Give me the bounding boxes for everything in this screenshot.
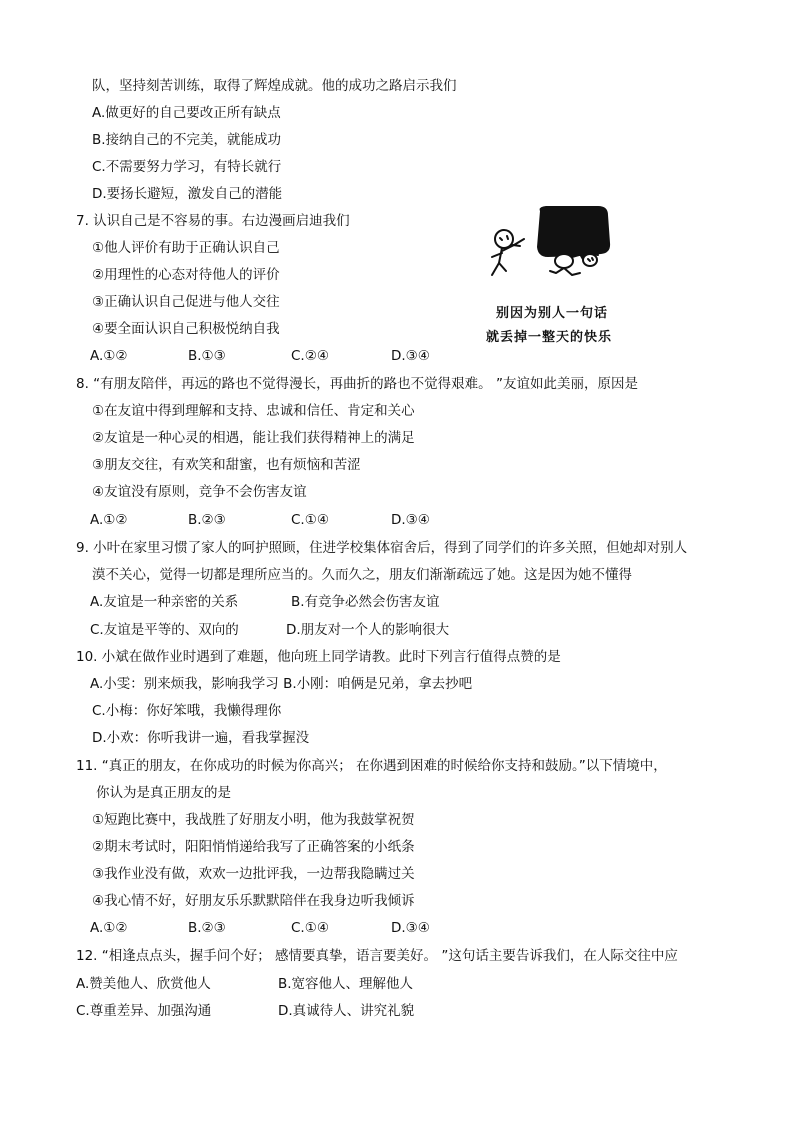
crushed-person xyxy=(550,253,598,275)
q7-statement-3: ③正确认识自己促进与他人交往 xyxy=(92,294,280,310)
q7-option-d: D.③④ xyxy=(391,348,430,364)
q12-option-c: C.尊重差异、加强沟通 xyxy=(76,1003,212,1019)
q11-option-d: D.③④ xyxy=(391,920,430,936)
q9-stem-line-1: 9. 小叶在家里习惯了家人的呵护照顾，住进学校集体宿舍后，得到了同学们的许多关照，但她却对别人 xyxy=(76,540,688,556)
q11-stem-line-2: 你认为是真正朋友的是 xyxy=(96,785,231,801)
q11-stem-line-1: 11. “真正的朋友，在你成功的时候为你高兴； 在你遇到困难的时候给你支持和鼓励。”以下情境中， xyxy=(76,758,667,774)
q8-option-d: D.③④ xyxy=(391,512,430,528)
q10-option-d: D.小欢：你听我讲一遍，看我掌握没 xyxy=(92,730,310,746)
q7-statement-1: ①他人评价有助于正确认识自己 xyxy=(92,240,280,256)
q9-stem-line-2: 漠不关心，觉得一切都是理所应当的。久而久之，朋友们渐渐疏远了她。这是因为她不懂得 xyxy=(92,567,632,583)
q10-option-c: C.小梅：你好笨哦，我懒得理你 xyxy=(92,703,282,719)
q11-statement-1: ①短跑比赛中，我战胜了好朋友小明，他为我鼓掌祝贺 xyxy=(92,812,415,828)
q8-stem: 8. “有朋友陪伴，再远的路也不觉得漫长，再曲折的路也不觉得艰难。 ”友谊如此美丽，原因是 xyxy=(76,376,638,392)
q11-option-c: C.①④ xyxy=(291,920,329,936)
q12-option-a: A.赞美他人、欣赏他人 xyxy=(76,976,211,992)
q8-option-a: A.①② xyxy=(90,512,128,528)
cartoon-caption-line-2: 就丢掉一整天的快乐 xyxy=(486,330,613,345)
q11-statement-3: ③我作业没有做，欢欢一边批评我，一边帮我隐瞒过关 xyxy=(92,866,415,882)
q6-option-d: D.要扬长避短，激发自己的潜能 xyxy=(92,186,283,202)
q7-stem: 7. 认识自己是不容易的事。右边漫画启迪我们 xyxy=(76,213,350,229)
q12-stem: 12. “相逢点点头，握手问个好； 感情要真挚，语言要美好。 ”这句话主要告诉我们，在人际交往中应 xyxy=(76,948,678,964)
q6-option-c: C.不需要努力学习，有特长就行 xyxy=(92,159,282,175)
q8-statement-2: ②友谊是一种心灵的相遇，能让我们获得精神上的满足 xyxy=(92,430,415,446)
q9-option-a: A.友谊是一种亲密的关系 xyxy=(90,594,239,610)
q11-option-a: A.①② xyxy=(90,920,128,936)
q8-option-c: C.①④ xyxy=(291,512,329,528)
speech-balloon xyxy=(537,206,610,263)
q7-statement-2: ②用理性的心态对待他人的评价 xyxy=(92,267,280,283)
q10-stem: 10. 小斌在做作业时遇到了难题，他向班上同学请教。此时下列言行值得点赞的是 xyxy=(76,649,561,665)
q11-statement-2: ②期末考试时，阳阳悄悄递给我写了正确答案的小纸条 xyxy=(92,839,415,855)
q10-options-a-b: A.小雯：别来烦我，影响我学习 B.小刚：咱俩是兄弟，拿去抄吧 xyxy=(90,676,473,692)
q12-option-d: D.真诚待人、讲究礼貌 xyxy=(278,1003,415,1019)
q8-option-b: B.②③ xyxy=(188,512,226,528)
q9-option-d: D.朋友对一个人的影响很大 xyxy=(286,622,450,638)
q6-option-b: B.接纳自己的不完美，就能成功 xyxy=(92,132,282,148)
q8-statement-3: ③朋友交往，有欢笑和甜蜜，也有烦恼和苦涩 xyxy=(92,457,361,473)
q7-statement-4: ④要全面认识自己积极悦纳自我 xyxy=(92,321,280,337)
q6-option-a: A.做更好的自己要改正所有缺点 xyxy=(92,105,281,121)
speaking-person xyxy=(492,230,524,275)
q7-option-a: A.①② xyxy=(90,348,128,364)
q8-statement-1: ①在友谊中得到理解和支持、忠诚和信任、肯定和关心 xyxy=(92,403,415,419)
q7-option-b: B.①③ xyxy=(188,348,226,364)
q7-option-c: C.②④ xyxy=(291,348,329,364)
q12-option-b: B.宽容他人、理解他人 xyxy=(278,976,414,992)
cartoon-caption-line-1: 别因为别人一句话 xyxy=(496,306,609,321)
q8-statement-4: ④友谊没有原则，竞争不会伤害友谊 xyxy=(92,484,307,500)
q11-option-b: B.②③ xyxy=(188,920,226,936)
q6-stem-continued: 队，坚持刻苦训练，取得了辉煌成就。他的成功之路启示我们 xyxy=(92,78,457,94)
q11-statement-4: ④我心情不好，好朋友乐乐默默陪伴在我身边听我倾诉 xyxy=(92,893,415,909)
q9-option-b: B.有竞争必然会伤害友谊 xyxy=(291,594,440,610)
q9-option-c: C.友谊是平等的、双向的 xyxy=(90,622,239,638)
